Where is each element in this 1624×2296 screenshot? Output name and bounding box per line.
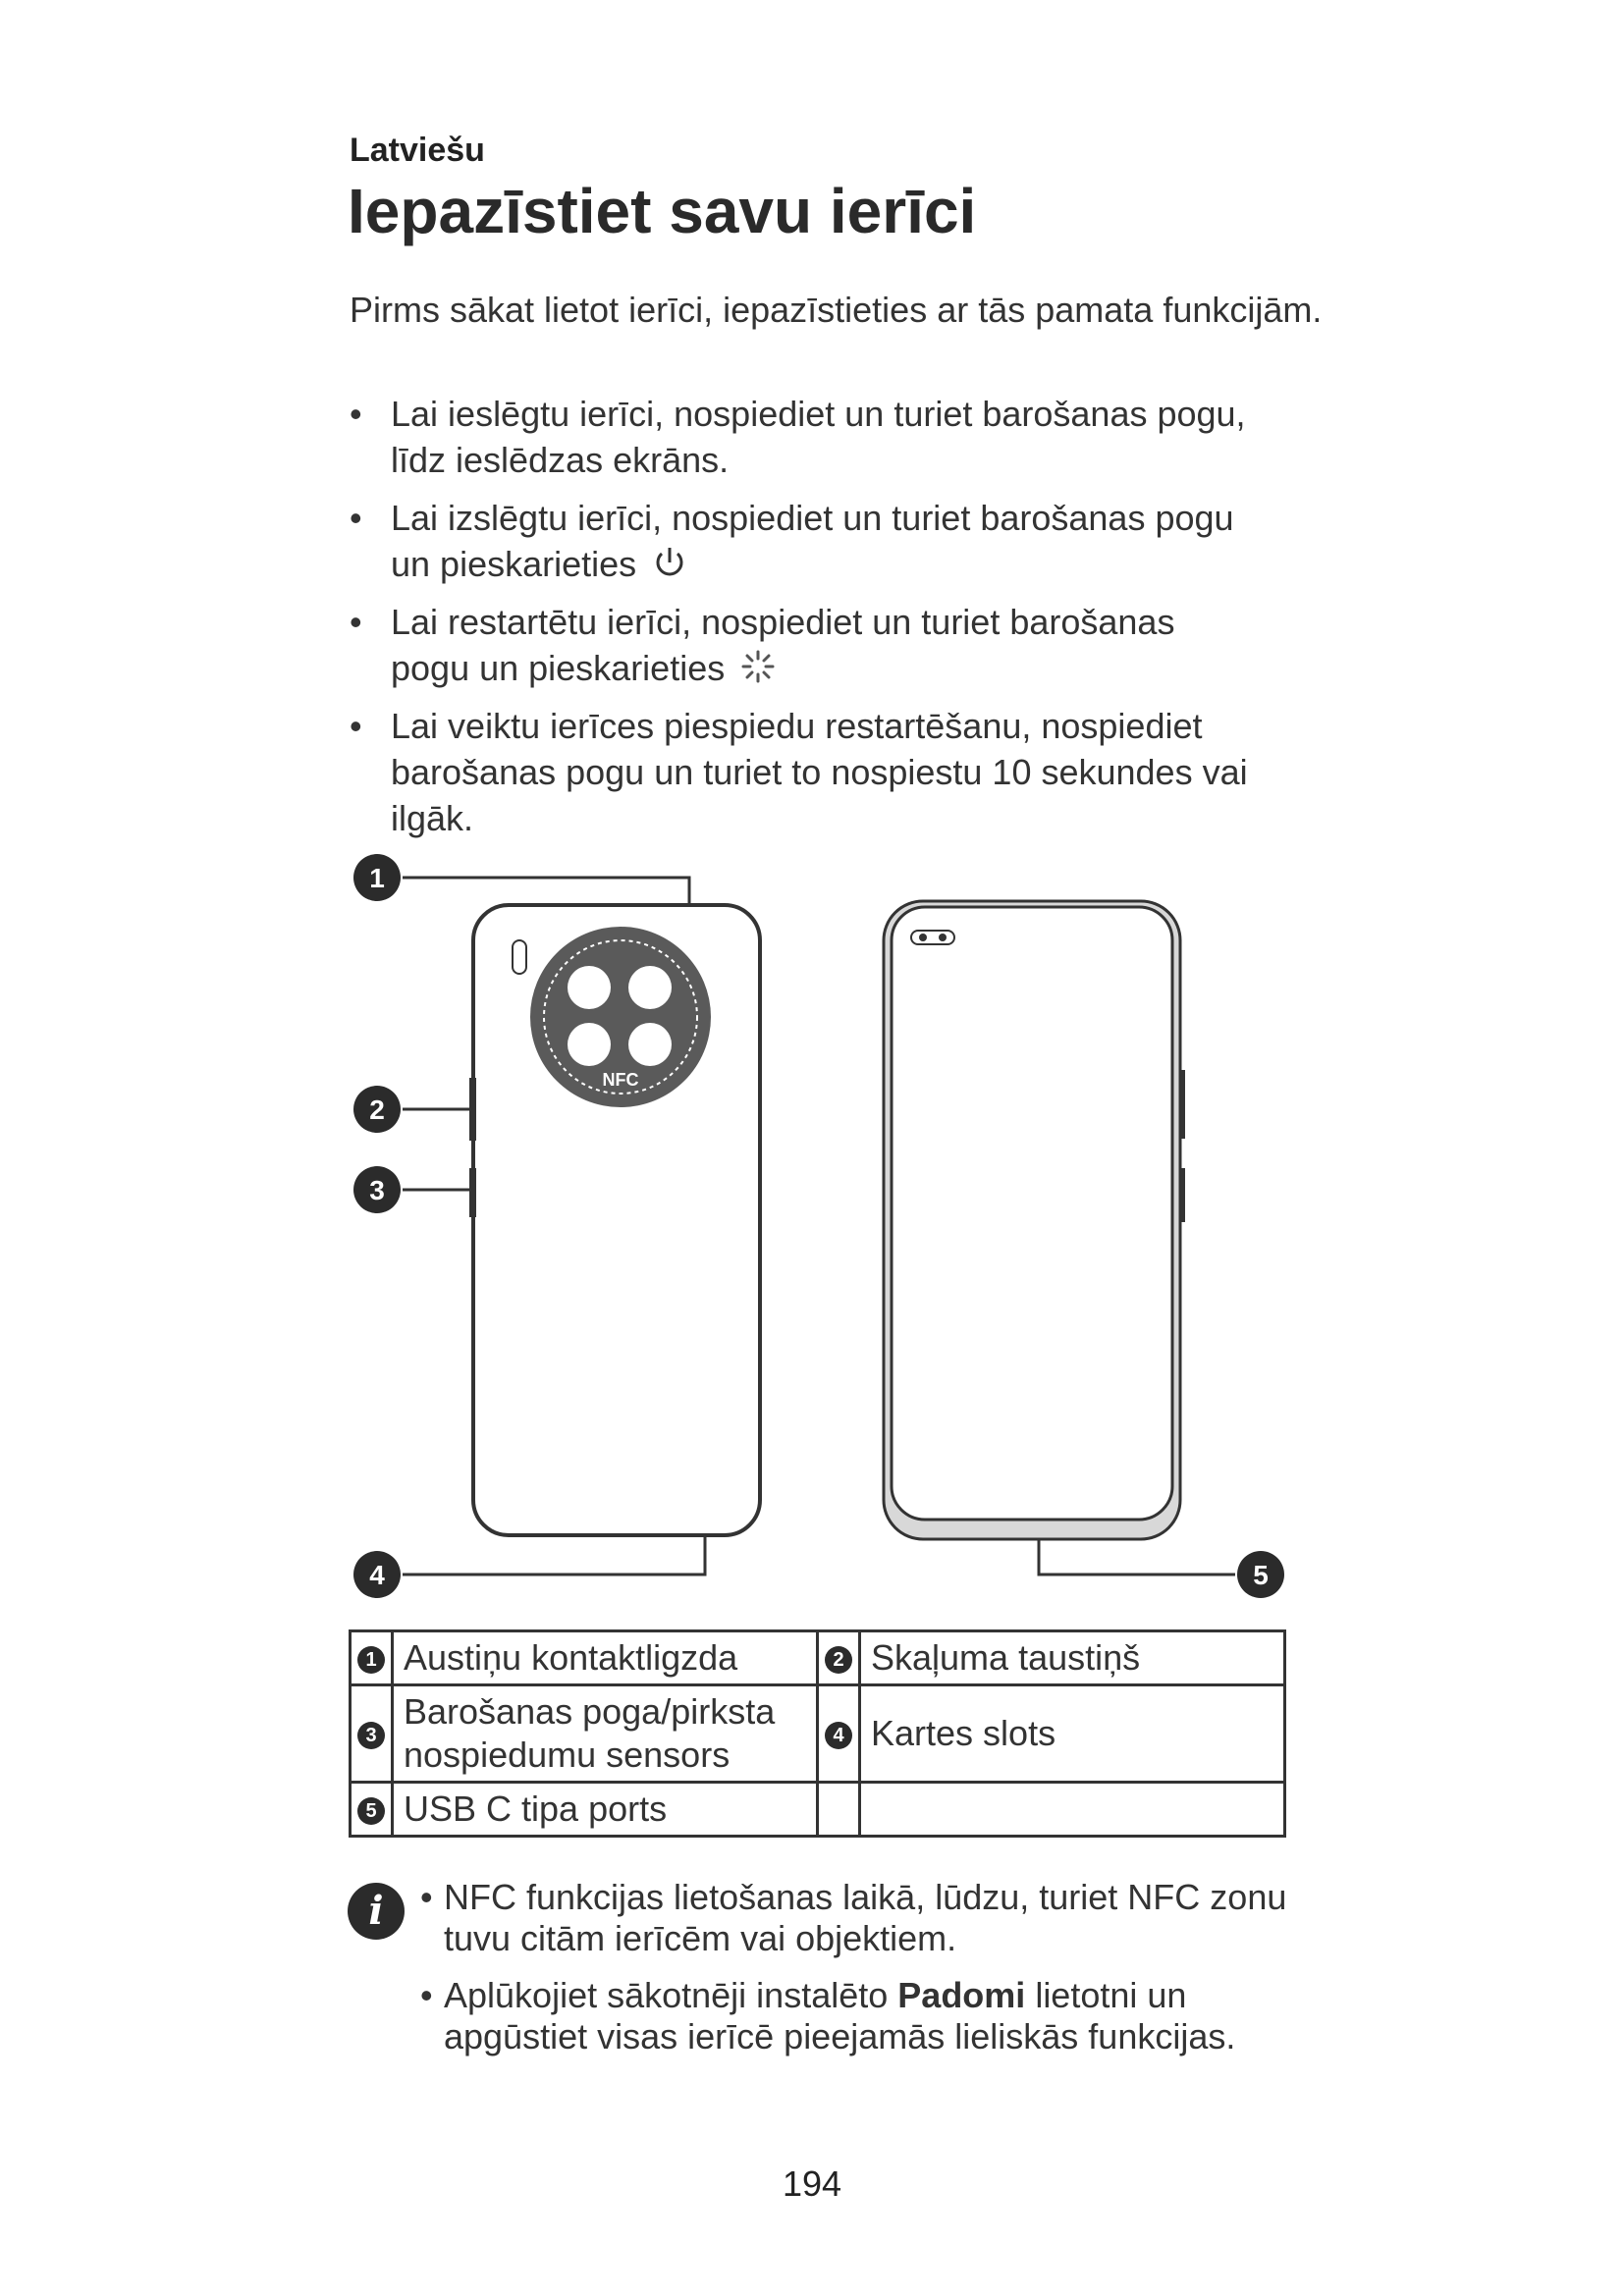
tips-app-name: Padomi bbox=[897, 1975, 1026, 2015]
phone-back bbox=[469, 905, 760, 1535]
intro-paragraph: Pirms sākat lietot ierīci, iepazīstieties ar tās pamata funkcijām. bbox=[350, 290, 1323, 330]
svg-text:2: 2 bbox=[369, 1095, 385, 1125]
table-row: 5 USB C tipa ports bbox=[351, 1783, 1285, 1837]
note-nfc: • NFC funkcijas lietošanas laikā, lūdzu, turiet NFC zonu tuvu citām ierīcēm vai objektiem. bbox=[420, 1877, 1287, 1958]
language-label: Latviešu bbox=[350, 132, 485, 169]
instruction-force-restart: • Lai veiktu ierīces piespiedu restartēšanu, nospiediet barošanas pogu un turiet to nospiestu 10 sekundes vai ilgāk. bbox=[350, 706, 1248, 838]
svg-text:4: 4 bbox=[369, 1560, 385, 1590]
table-row: 3 Barošanas poga/pirksta nospiedumu sensors 4 Kartes slots bbox=[351, 1685, 1285, 1783]
parts-table bbox=[349, 1629, 1286, 1838]
notes-list bbox=[420, 1877, 1324, 2073]
phone-front bbox=[884, 901, 1185, 1539]
power-icon bbox=[650, 543, 689, 582]
callout-3 bbox=[353, 1166, 401, 1213]
svg-text:3: 3 bbox=[369, 1175, 385, 1205]
svg-text:1: 1 bbox=[369, 863, 385, 893]
device-diagram bbox=[334, 844, 1296, 1610]
info-icon: i bbox=[348, 1883, 405, 1940]
callout-2 bbox=[353, 1086, 401, 1133]
page-title: Iepazīstiet savu ierīci bbox=[348, 176, 977, 246]
table-row: 1 Austiņu kontaktligzda 2 Skaļuma taustiņš bbox=[351, 1631, 1285, 1685]
callout-4 bbox=[353, 1551, 401, 1598]
note-tips-app: • Aplūkojiet sākotnēji instalēto Padomi lietotni un apgūstiet visas ierīcē pieejamās lieliskās funkcijas. bbox=[420, 1975, 1236, 2056]
nfc-label: NFC bbox=[602, 1070, 639, 1090]
instruction-list bbox=[350, 391, 1292, 853]
instruction-power-off: • Lai izslēgtu ierīci, nospiediet un turiet barošanas pogu un pieskarieties bbox=[350, 498, 1234, 584]
restart-icon bbox=[738, 647, 778, 686]
instruction-power-on: • Lai ieslēgtu ierīci, nospiediet un turiet barošanas pogu, līdz ieslēdzas ekrāns. bbox=[350, 394, 1246, 480]
page-number: 194 bbox=[782, 2163, 842, 2204]
svg-text:5: 5 bbox=[1253, 1560, 1269, 1590]
callout-5 bbox=[1237, 1551, 1284, 1598]
callout-1 bbox=[353, 854, 401, 901]
instruction-restart: • Lai restartētu ierīci, nospiediet un turiet barošanas pogu un pieskarieties bbox=[350, 602, 1175, 688]
